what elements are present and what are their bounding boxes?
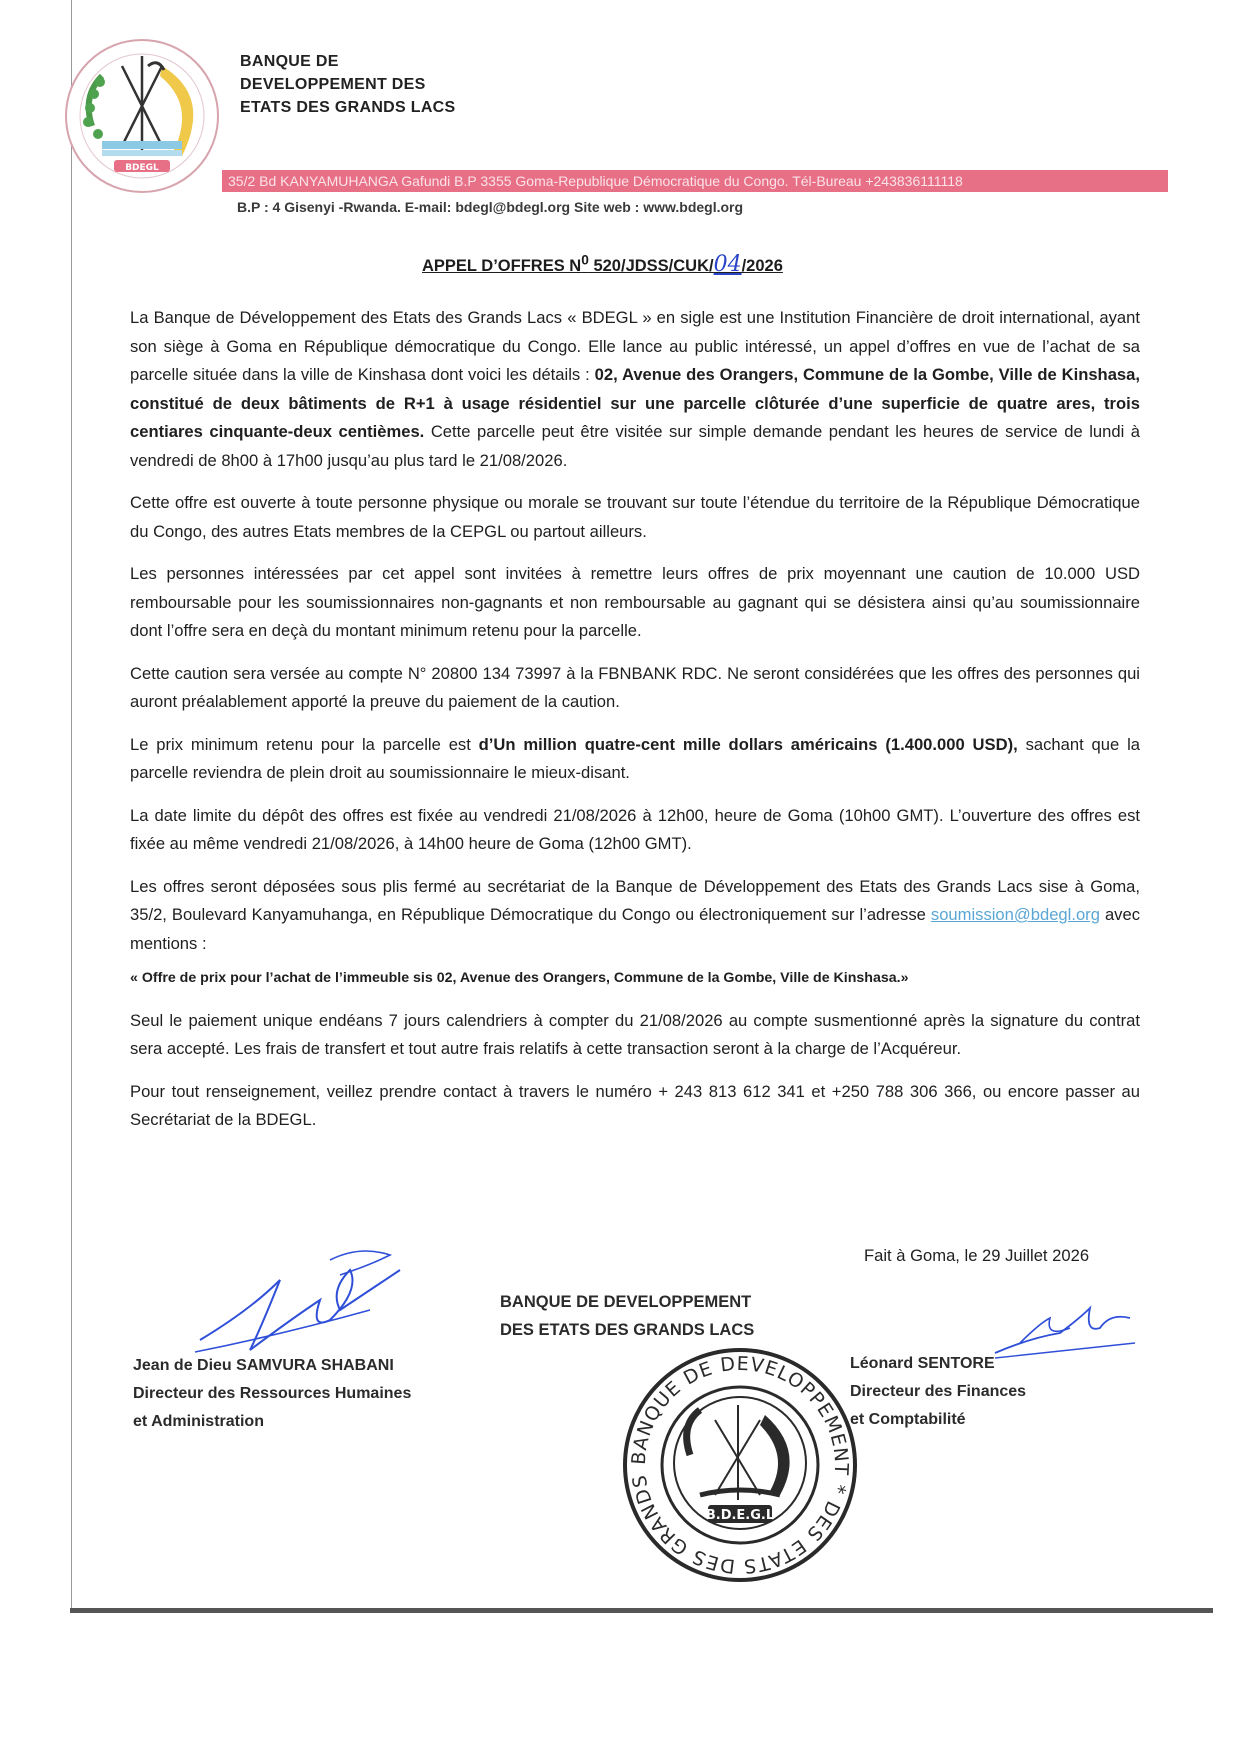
paragraph-deposit: Les personnes intéressées par cet appel sont invitées à remettre leurs offres de prix moyennant une caution de 10.000 USD remboursable pour les soumissionnaires non-gagnants et non remboursable au gagnant qui se désistera ainsi qu’au soumissionnaire dont l’offre sera en deçà du montant minimum retenu pour la parcelle. — [130, 564, 1140, 640]
right-signatory-title-1: Directeur des Finances — [850, 1383, 1027, 1400]
min-price-end: sachant que la parcelle reviendra de plein droit au soumissionnaire le mieux-disant. — [130, 734, 1140, 782]
bottom-rule — [70, 1608, 1213, 1613]
stamp-center-text: B.D.E.G.L — [705, 1508, 775, 1523]
min-price-amount: d’Un million quatre-cent mille dollars américains (1.400.000 USD), — [478, 734, 1018, 754]
document-title — [422, 252, 783, 277]
right-signatory — [850, 1350, 1026, 1434]
left-signatory — [133, 1352, 411, 1436]
title-prefix: APPEL D’OFFRES N — [422, 257, 582, 275]
intro-text: La Banque de Développement des Etats des Grands Lacs « BDEGL » en sigle est une Institution Financière de droit international, ayant son siège à Goma en République démocratique du Congo. Elle lance au public intéressé, un appel d’offres en vue de l’achat de sa parcelle située dans la ville de Kinshasa dont voici les détails : — [130, 308, 1140, 384]
address-line-2: B.P : 4 Gisenyi -Rwanda. E-mail: bdegl@bdegl.org Site web : www.bdegl.org — [237, 199, 744, 215]
min-price-intro: Le prix minimum retenu pour la parcelle est — [130, 734, 479, 754]
address-line-1: 35/2 Bd KANYAMUHANGA Gafundi B.P 3355 Goma-Republique Démocratique du Congo. Tél-Bureau +243836111118 — [228, 173, 963, 189]
left-margin-rule — [71, 0, 72, 1612]
paragraph-intro — [130, 304, 1140, 475]
bank-name-header: BANQUE DE DEVELOPPEMENT DES ETATS DES GRANDS LACS — [240, 53, 456, 116]
paragraph-eligibility: Cette offre est ouverte à toute personne physique ou morale se trouvant sur toute l’étendue du territoire de la République Démocratique du Congo, des autres Etats membres de la CEPGL ou partout ailleurs. — [130, 493, 1140, 541]
address-band — [222, 170, 1168, 192]
title-handwritten-number: 04 — [713, 252, 742, 277]
property-details: 02, Avenue des Orangers, Commune de la Gombe, Ville de Kinshasa, constitué de deux bâtiments de R+1 à usage résidentiel sur une parcelle clôturée d’une superficie de quatre ares, trois centiares cinquante-deux centièmes. — [130, 365, 1140, 441]
submission-email-link[interactable]: soumission@bdegl.org — [930, 905, 1100, 924]
bank-signature-header — [500, 1288, 800, 1344]
paragraph-min-price — [130, 731, 1140, 788]
paragraph-account: Cette caution sera versée au compte N° 20800 134 73997 à la FBNBANK RDC. Ne seront considérées que les offres des personnes qui auront préalablement apporté la preuve du paiement de la caution. — [130, 663, 1140, 711]
bank-sig-line-1: BANQUE DE DEVELOPPEMENT — [500, 1293, 752, 1311]
paragraph-payment: Seul le paiement unique endéans 7 jours calendriers à compter du 21/08/2026 au compte susmentionné après la signature du contrat sera accepté. Les frais de transfert et tout autre frais relatifs à cette transaction seront à la charge de l’Acquéreur. — [130, 1010, 1140, 1058]
paragraph-submission — [130, 873, 1140, 959]
place-date: Fait à Goma, le 29 Juillet 2026 — [864, 1246, 1090, 1265]
document-body — [130, 304, 1140, 1149]
submission-mention-quote: « Offre de prix pour l’achat de l’immeuble sis 02, Avenue des Orangers, Commune de la Gombe, Ville de Kinshasa.» — [130, 970, 909, 986]
bank-logo — [62, 36, 222, 196]
left-signatory-title-1: Directeur des Ressources Humaines — [133, 1385, 412, 1402]
title-ref: 520/JDSS/CUK/ — [588, 257, 714, 275]
bank-sig-line-2: DES ETATS DES GRANDS LACS — [500, 1321, 755, 1339]
right-signatory-name: Léonard SENTORE — [850, 1355, 995, 1372]
right-signatory-title-2: et Comptabilité — [850, 1411, 966, 1428]
left-signatory-title-2: et Administration — [133, 1413, 264, 1430]
title-suffix: /2026 — [741, 257, 783, 275]
official-stamp — [620, 1345, 860, 1585]
submission-end: avec mentions : — [130, 905, 1140, 953]
submission-text: Les offres seront déposées sous plis fermé au secrétariat de la Banque de Développement des Etats des Grands Lacs sise à Goma, 35/2, Boulevard Kanyamuhanga, en République Démocratique du Congo ou électroniquement sur l’adresse — [130, 876, 1140, 924]
left-signatory-name: Jean de Dieu SAMVURA SHABANI — [133, 1357, 394, 1374]
stamp-ring-text: BANQUE DE DEVELOPPEMENT * DES ETATS DES GRANDS — [627, 1352, 853, 1578]
paragraph-deadline: La date limite du dépôt des offres est fixée au vendredi 21/08/2026 à 12h00, heure de Goma (10h00 GMT). L’ouverture des offres est fixée au même vendredi 21/08/2026, à 14h00 heure de Goma (12h00 GMT). — [130, 805, 1140, 853]
title-sup: 0 — [581, 252, 589, 268]
visit-info: Cette parcelle peut être visitée sur simple demande pendant les heures de service de lundi à vendredi de 8h00 à 17h00 jusqu’au plus tard le 21/08/2026. — [130, 422, 1140, 470]
logo-text: BDEGL — [125, 163, 159, 173]
signature-left — [190, 1240, 410, 1370]
paragraph-contact: Pour tout renseignement, veillez prendre contact à travers le numéro + 243 813 612 341 et +250 788 306 366, ou encore passer au Secrétariat de la BDEGL. — [130, 1081, 1140, 1129]
